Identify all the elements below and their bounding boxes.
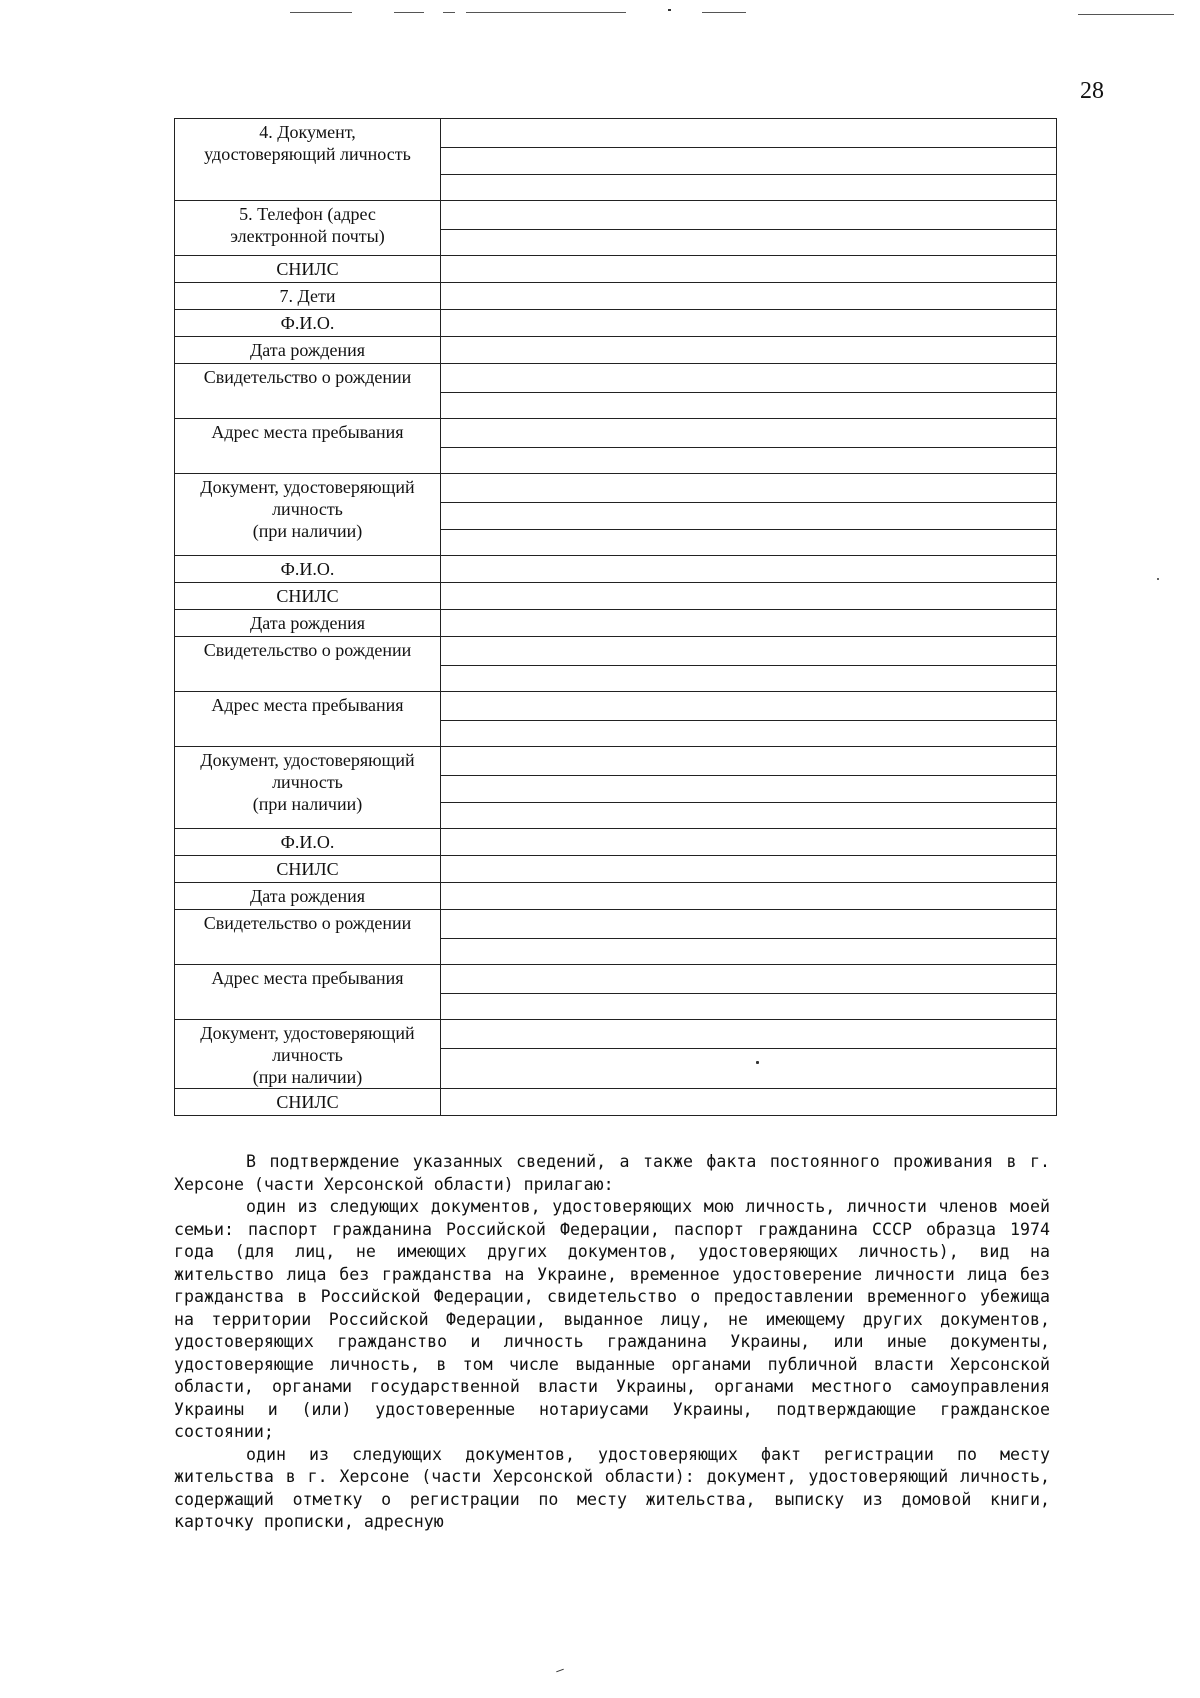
- fill-in-line: [441, 174, 1056, 175]
- field-label-cell: [175, 119, 441, 201]
- field-label: Дата рождения: [249, 886, 366, 906]
- field-value-cell[interactable]: [441, 337, 1057, 364]
- form-row: [175, 201, 1057, 256]
- form-row: [175, 556, 1057, 583]
- form-row: [175, 692, 1057, 747]
- field-value-cell[interactable]: [441, 364, 1057, 419]
- field-label: Документ, удостоверяющий личность (при наличии): [200, 477, 415, 541]
- field-value-cell[interactable]: [441, 583, 1057, 610]
- fill-in-line: [441, 447, 1056, 448]
- body-text: [174, 1151, 1050, 1534]
- field-label: Адрес места пребывания: [211, 695, 404, 715]
- field-value-cell[interactable]: [441, 856, 1057, 883]
- field-label: Ф.И.О.: [280, 313, 335, 333]
- form-row: [175, 610, 1057, 637]
- field-value-cell[interactable]: [441, 283, 1057, 310]
- field-label-cell: [175, 1020, 441, 1089]
- form-row: [175, 283, 1057, 310]
- form-row: [175, 364, 1057, 419]
- paragraph-registration-documents: один из следующих документов, удостоверяющих факт регистрации по месту жительства в г. Херсоне (части Херсонской области): документ, удостоверяющий личность, содержащий отметку о регистрации по месту жительства, выписку из домовой книги, карточку прописки, адресную: [174, 1444, 1050, 1531]
- form-row: [175, 119, 1057, 201]
- field-label-cell: [175, 556, 441, 583]
- field-label: СНИЛС: [276, 586, 339, 606]
- fill-in-line: [441, 938, 1056, 939]
- field-value-cell[interactable]: [441, 747, 1057, 829]
- field-label-cell: [175, 283, 441, 310]
- page-number: 28: [1080, 78, 1104, 104]
- fill-in-line: [441, 392, 1056, 393]
- field-label: Документ, удостоверяющий личность (при наличии): [200, 1023, 415, 1087]
- paragraph-intro: В подтверждение указанных сведений, а также факта постоянного проживания в г. Херсоне (части Херсонской области) прилагаю:: [174, 1152, 1050, 1194]
- fill-in-line: [441, 720, 1056, 721]
- field-label-cell: [175, 692, 441, 747]
- fill-in-line: [441, 229, 1056, 230]
- form-row: [175, 474, 1057, 556]
- form-row: [175, 883, 1057, 910]
- form-row: [175, 829, 1057, 856]
- form-row: [175, 1020, 1057, 1089]
- field-value-cell[interactable]: [441, 610, 1057, 637]
- fill-in-line: [441, 802, 1056, 803]
- field-label: СНИЛС: [276, 859, 339, 879]
- field-value-cell[interactable]: [441, 201, 1057, 256]
- paragraph-identity-documents: один из следующих документов, удостоверяющих мою личность, личности членов моей семьи: паспорт гражданина Российской Федерации, паспорт гражданина СССР образца 1974 года (для лиц, не имеющих других документов, удостоверяющих личность), вид на жительство лица без гражданства на Украине, временное удостоверение личности лица без гражданства в Российской Федерации, свидетельство о предоставлении временного убежища на территории Российской Федерации, выданное лицу, не имеющему других документов, удостоверяющих гражданство и личность гражданина Украины, или иные документы, удостоверяющие личность, в том числе выданные органами публичной власти Херсонской области, органами государственной власти Украины, органами местного самоуправления Украины и (или) удостоверенные нотариусами Украины, подтверждающие гражданское состоянии;: [174, 1197, 1050, 1441]
- field-label-cell: [175, 337, 441, 364]
- field-value-cell[interactable]: [441, 119, 1057, 201]
- field-label-cell: [175, 829, 441, 856]
- field-label: Свидетельство о рождении: [203, 367, 412, 387]
- field-label: Свидетельство о рождении: [203, 913, 412, 933]
- field-label-cell: [175, 419, 441, 474]
- scan-speck: [1157, 578, 1159, 580]
- fill-in-line: [441, 993, 1056, 994]
- fill-in-line: [441, 529, 1056, 530]
- field-value-cell[interactable]: [441, 883, 1057, 910]
- field-label: 7. Дети: [279, 286, 336, 306]
- field-label: Ф.И.О.: [280, 559, 335, 579]
- fill-in-line: [441, 147, 1056, 148]
- form-row: [175, 1089, 1057, 1116]
- scan-speck: [556, 1669, 564, 1673]
- field-label-cell: [175, 310, 441, 337]
- field-value-cell[interactable]: [441, 474, 1057, 556]
- scan-artifacts: [0, 12, 1200, 18]
- field-label: СНИЛС: [276, 1092, 339, 1112]
- field-value-cell[interactable]: [441, 965, 1057, 1020]
- form-row: [175, 310, 1057, 337]
- form-row: [175, 256, 1057, 283]
- field-value-cell[interactable]: [441, 1089, 1057, 1116]
- field-value-cell[interactable]: [441, 1020, 1057, 1089]
- scan-speck: [756, 1061, 759, 1064]
- field-label: 5. Телефон (адрес электронной почты): [230, 204, 385, 246]
- form-row: [175, 337, 1057, 364]
- field-label-cell: [175, 965, 441, 1020]
- form-row: [175, 910, 1057, 965]
- field-value-cell[interactable]: [441, 419, 1057, 474]
- field-label: Адрес места пребывания: [211, 422, 404, 442]
- field-label: Ф.И.О.: [280, 832, 335, 852]
- application-form-table: [174, 118, 1057, 1116]
- field-value-cell[interactable]: [441, 910, 1057, 965]
- form-row: [175, 965, 1057, 1020]
- field-value-cell[interactable]: [441, 637, 1057, 692]
- form-row: [175, 747, 1057, 829]
- field-label: 4. Документ, удостоверяющий личность: [204, 122, 411, 164]
- fill-in-line: [441, 775, 1056, 776]
- field-label: СНИЛС: [276, 259, 339, 279]
- field-label: Дата рождения: [249, 340, 366, 360]
- fill-in-line: [441, 502, 1056, 503]
- form-row: [175, 419, 1057, 474]
- field-label-cell: [175, 747, 441, 829]
- field-label-cell: [175, 883, 441, 910]
- field-value-cell[interactable]: [441, 556, 1057, 583]
- field-label: Адрес места пребывания: [211, 968, 404, 988]
- field-value-cell[interactable]: [441, 692, 1057, 747]
- field-label: Свидетельство о рождении: [203, 640, 412, 660]
- form-row: [175, 856, 1057, 883]
- field-value-cell[interactable]: [441, 256, 1057, 283]
- field-label-cell: [175, 1089, 441, 1116]
- field-label: Документ, удостоверяющий личность (при наличии): [200, 750, 415, 814]
- field-label-cell: [175, 910, 441, 965]
- field-label-cell: [175, 583, 441, 610]
- field-value-cell[interactable]: [441, 829, 1057, 856]
- field-label-cell: [175, 364, 441, 419]
- field-label-cell: [175, 201, 441, 256]
- field-label-cell: [175, 610, 441, 637]
- field-label-cell: [175, 637, 441, 692]
- form-row: [175, 637, 1057, 692]
- fill-in-line: [441, 1048, 1056, 1049]
- field-label: Дата рождения: [249, 613, 366, 633]
- field-value-cell[interactable]: [441, 310, 1057, 337]
- form-row: [175, 583, 1057, 610]
- field-label-cell: [175, 474, 441, 556]
- fill-in-line: [441, 665, 1056, 666]
- field-label-cell: [175, 856, 441, 883]
- field-label-cell: [175, 256, 441, 283]
